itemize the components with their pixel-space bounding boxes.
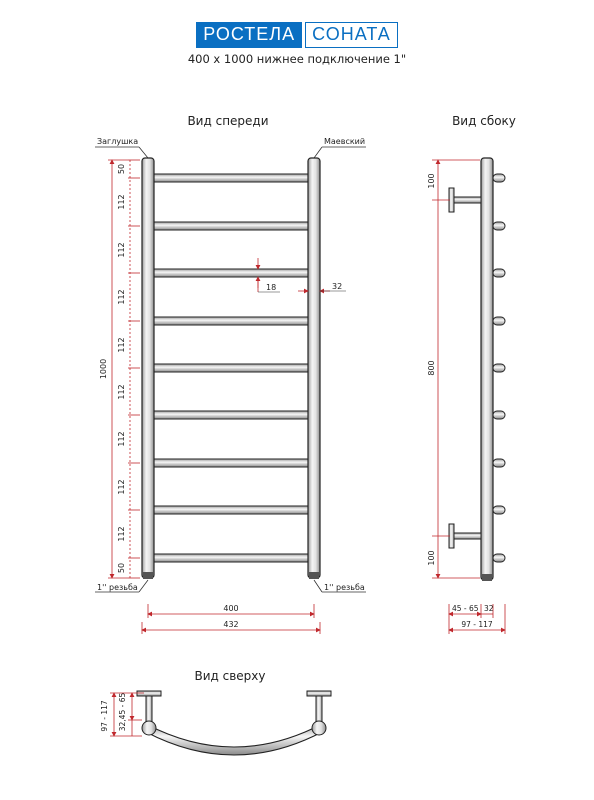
side-bottom-label: 100: [427, 550, 436, 566]
towel-bar: [148, 411, 314, 419]
front-view-title: Вид спереди: [187, 114, 269, 128]
inner-width-label: 400: [223, 604, 239, 613]
towel-bar: [148, 222, 314, 230]
right-post: [308, 158, 320, 578]
top-view-title: Вид сверху: [194, 669, 266, 683]
mayevsky-label: Маевский: [324, 137, 366, 146]
side-bar-stubs: [493, 174, 505, 562]
outer-width-label: 432: [223, 620, 239, 629]
segment-label: 50: [117, 562, 126, 574]
segment-label: 112: [117, 289, 126, 305]
bar-thickness-label: 18: [266, 283, 277, 292]
side-brackets: [449, 188, 481, 548]
total-height-dimension: [99, 160, 128, 578]
top-post-section: [142, 721, 156, 735]
width-dimensions: [142, 604, 320, 634]
side-view-title: Вид сбоку: [452, 114, 516, 128]
segment-dimensions: [128, 160, 140, 578]
top-wall-plate: [137, 691, 161, 696]
side-depth-label: 97 - 117: [461, 620, 493, 629]
thread-left-label: 1'' резьба: [97, 583, 138, 592]
post-width-dimension: [298, 282, 346, 291]
towel-bar: [148, 506, 314, 514]
side-vertical-dimensions: [432, 160, 480, 578]
top-bracket-arm: [316, 696, 322, 722]
top-bracket-arm: [146, 696, 152, 722]
towel-bar: [148, 554, 314, 562]
front-view: [95, 137, 366, 634]
brand-name: РОСТЕЛА: [196, 22, 302, 48]
top-post-section: [312, 721, 326, 735]
towel-bar: [148, 317, 314, 325]
towel-bar: [148, 459, 314, 467]
top-wall-plate: [307, 691, 331, 696]
total-height-label: 1000: [99, 358, 108, 380]
top-dimensions: [110, 693, 144, 736]
side-post: [481, 158, 493, 580]
side-mid-label: 800: [427, 360, 436, 376]
left-post: [142, 158, 154, 578]
top-view: [100, 691, 331, 755]
towel-bar: [148, 174, 314, 182]
side-post-label: 32: [484, 604, 494, 613]
plug-label: Заглушка: [97, 137, 139, 146]
side-view: [427, 158, 505, 634]
top-curved-bar: [146, 724, 322, 755]
segment-label: 112: [117, 242, 126, 258]
side-offset-label: 45 - 65: [452, 604, 479, 613]
segment-label: 112: [117, 194, 126, 210]
model-name: СОНАТА: [305, 22, 398, 48]
segment-label: 112: [117, 526, 126, 542]
towel-bar: [148, 364, 314, 372]
right-thread: [309, 572, 319, 579]
top-offset-label: 32,45 - 65: [118, 692, 127, 732]
segment-label: 50: [117, 163, 126, 175]
side-top-label: 100: [427, 173, 436, 189]
side-thread: [482, 574, 492, 581]
thread-right-label: 1'' резьба: [324, 583, 365, 592]
post-width-label: 32: [332, 282, 343, 291]
segment-label: 112: [117, 384, 126, 400]
top-depth-label: 97 - 117: [100, 700, 109, 732]
segment-label: 112: [117, 337, 126, 353]
towel-bar: [148, 269, 314, 277]
segment-label: 112: [117, 479, 126, 495]
product-subtitle: 400 х 1000 нижнее подключение 1": [187, 52, 407, 66]
towel-bars: [148, 174, 314, 562]
left-thread: [143, 572, 153, 579]
segment-labels: [117, 164, 126, 573]
segment-label: 112: [117, 431, 126, 447]
